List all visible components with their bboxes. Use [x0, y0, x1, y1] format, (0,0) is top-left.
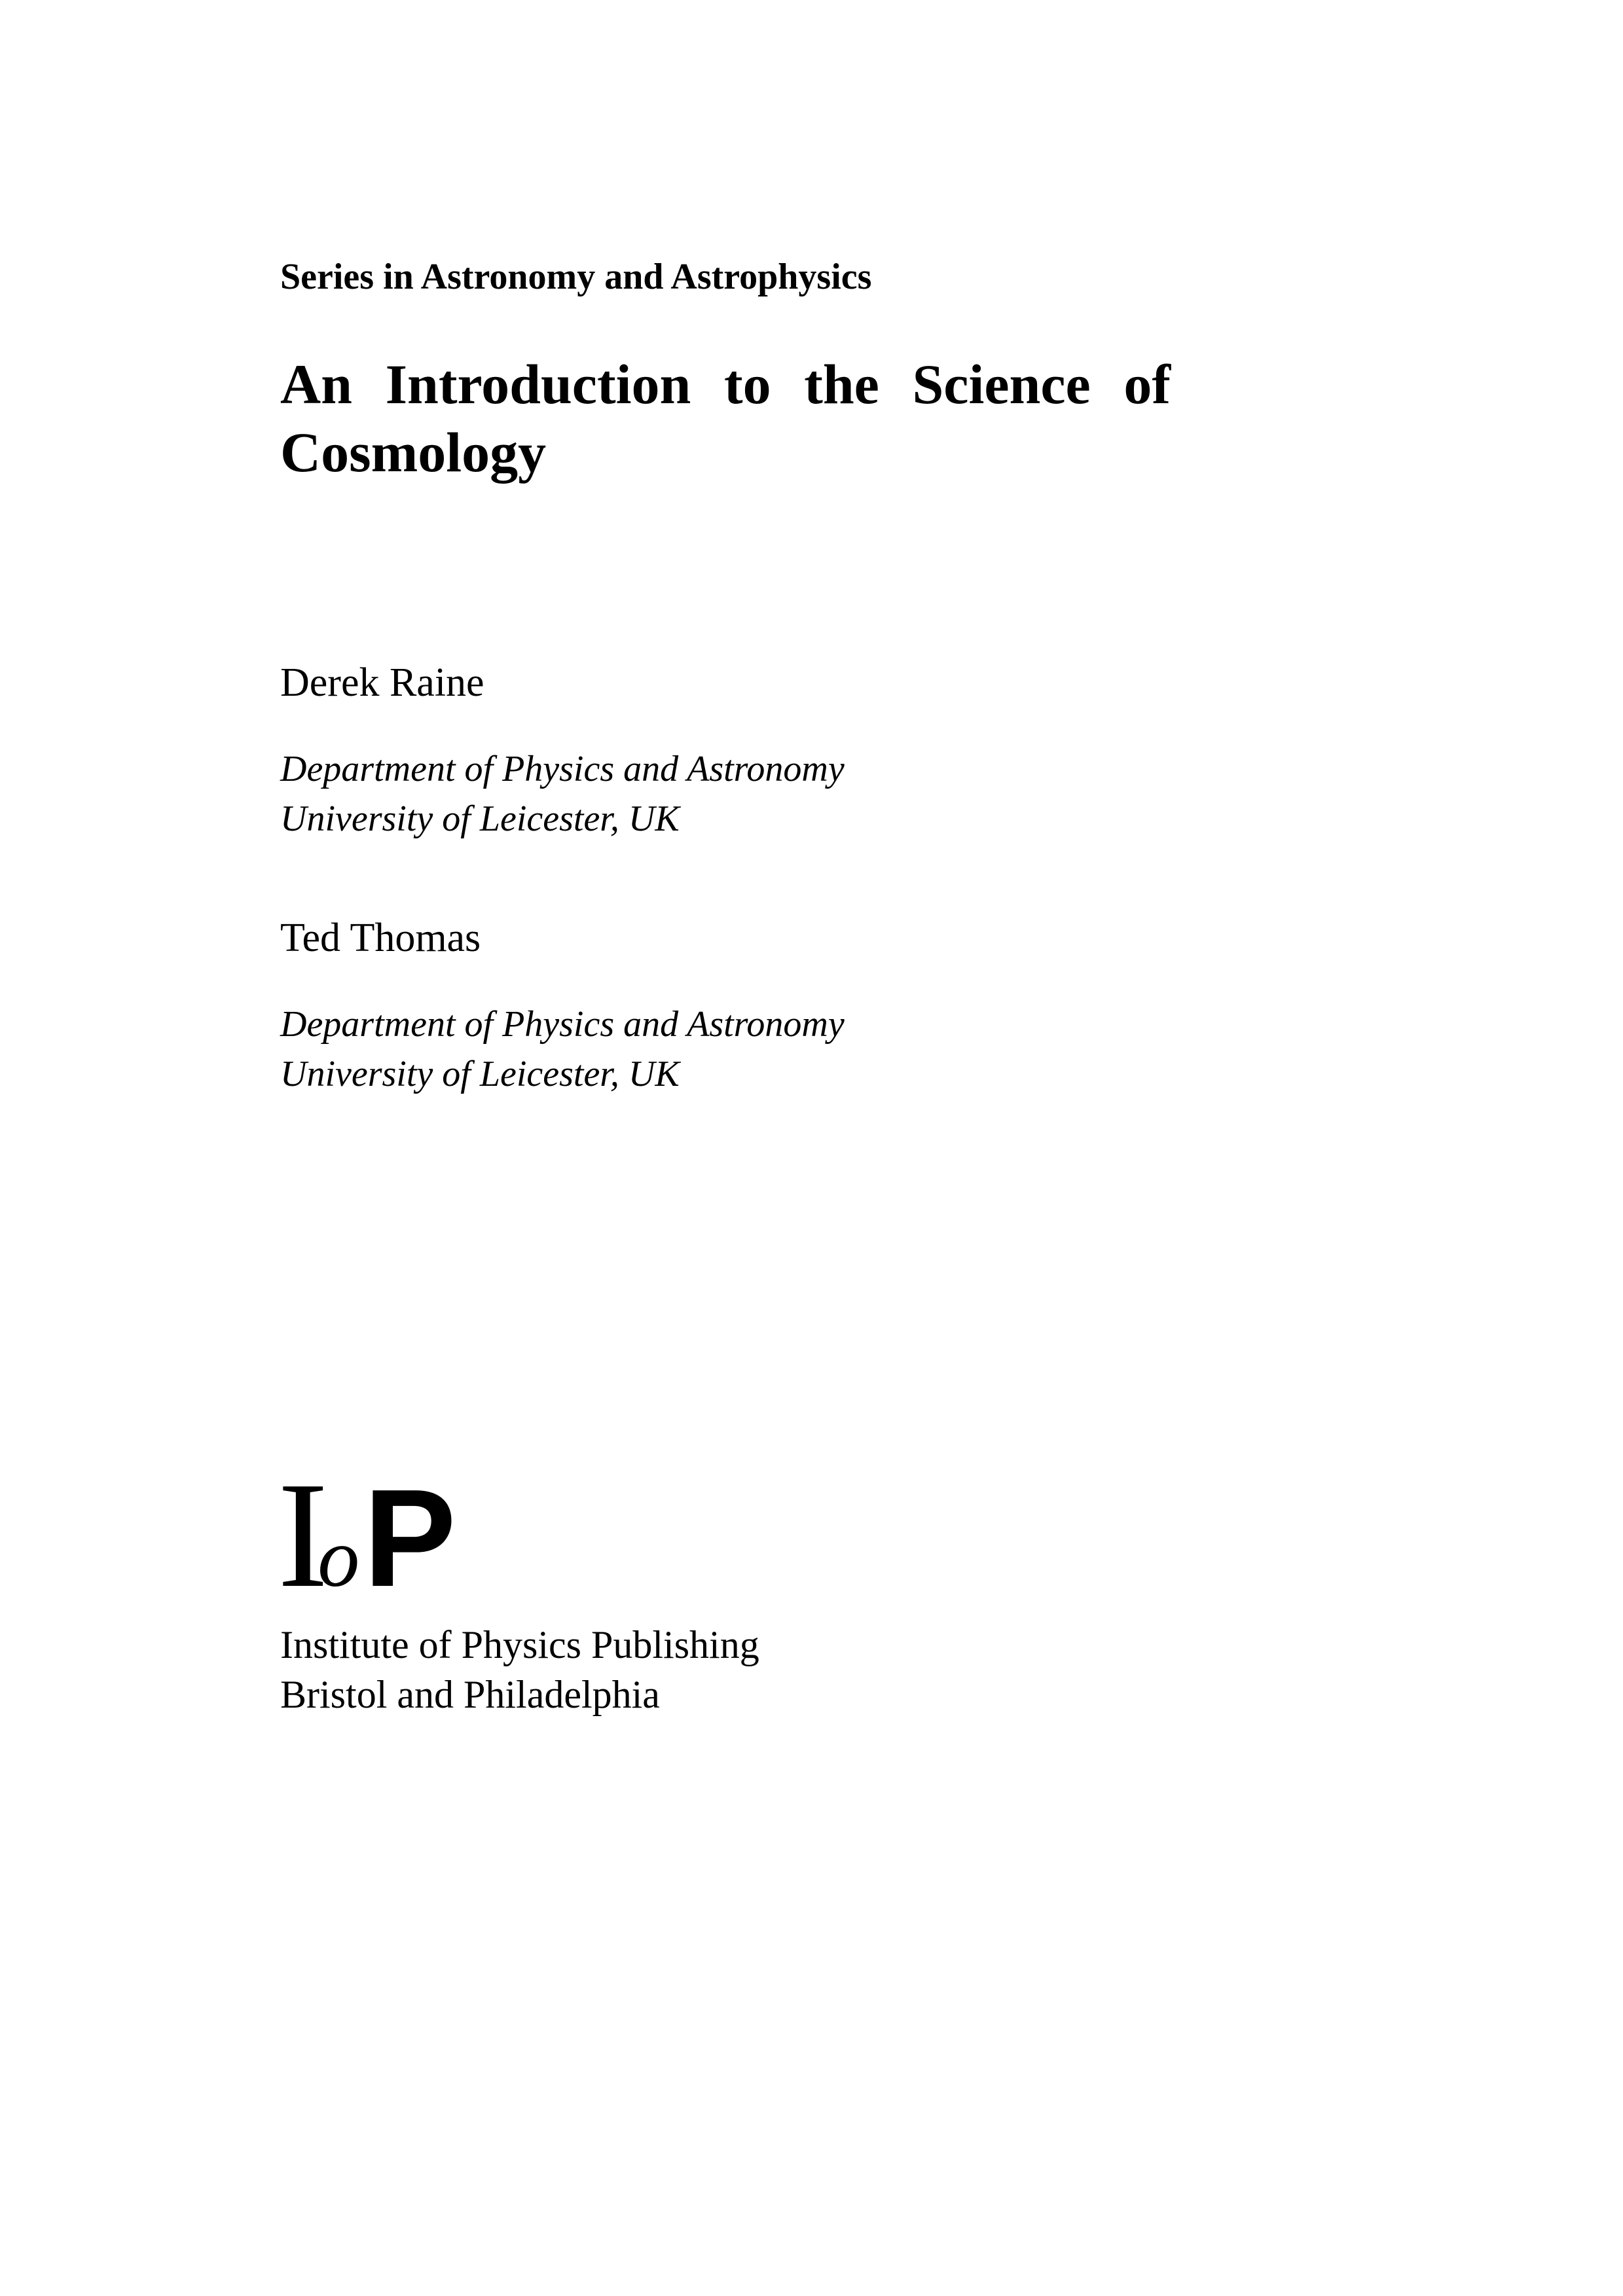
affiliation-department: Department of Physics and Astronomy [280, 1004, 845, 1045]
logo-letter-p: P [363, 1460, 456, 1615]
affiliation-university: University of Leicester, UK [280, 1054, 680, 1094]
author-name-2: Ted Thomas [280, 916, 481, 960]
author-affiliation-1 [280, 744, 845, 844]
publisher-block [280, 1620, 759, 1719]
author-name-1: Derek Raine [280, 660, 484, 705]
affiliation-university: University of Leicester, UK [280, 798, 680, 839]
series-name: Series in Astronomy and Astrophysics [280, 257, 872, 297]
publisher-name: Institute of Physics Publishing [280, 1623, 759, 1666]
logo-letter-o: o [318, 1511, 360, 1604]
iop-logo [278, 1451, 456, 1619]
affiliation-department: Department of Physics and Astronomy [280, 749, 845, 789]
book-title: An Introduction to the Science of Cosmology [280, 353, 1171, 484]
logo-letter-i: I [278, 1451, 325, 1619]
publisher-location: Bristol and Philadelphia [280, 1673, 660, 1716]
author-affiliation-2 [280, 999, 845, 1099]
